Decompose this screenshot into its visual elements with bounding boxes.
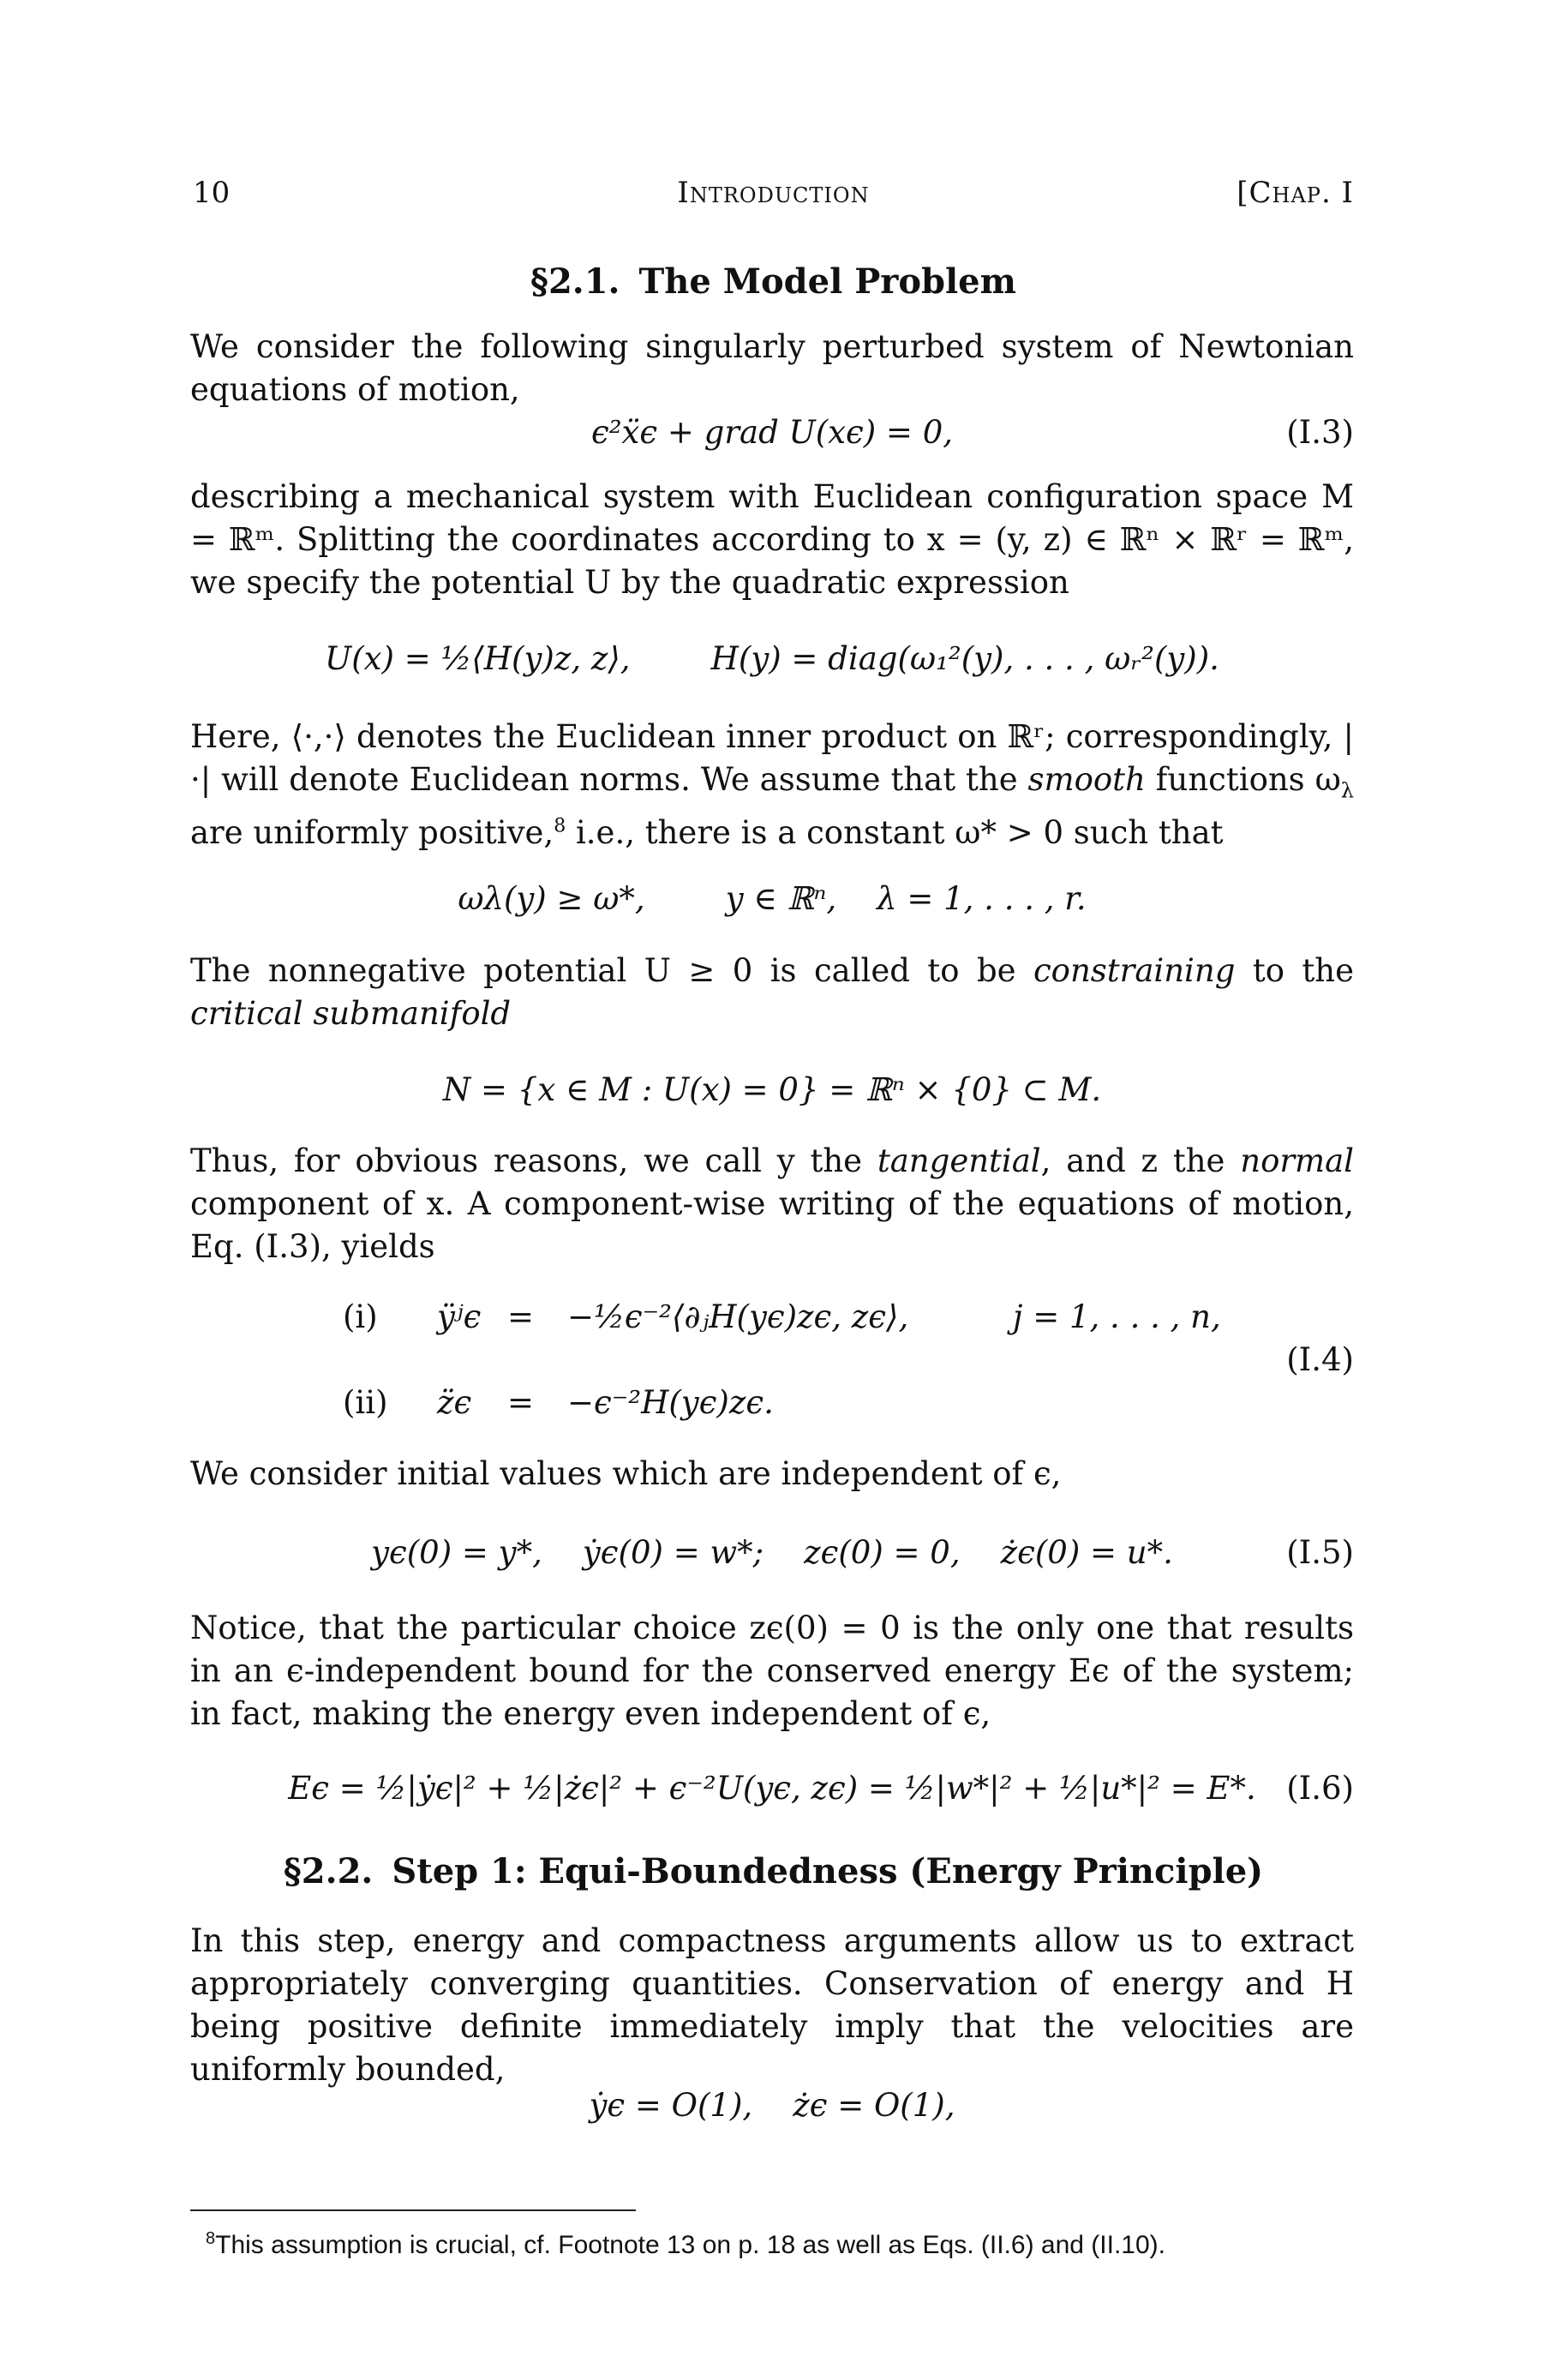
row-lhs: z̈ϵ [437, 1384, 472, 1421]
subscript-lambda: λ [1340, 778, 1354, 803]
paragraph-text: In this step, energy and compactness arguments allow us to extract appropriately converging quantities. Conservation of energy and H being positive definite immediately imply that the velocities are uniformly bounded, [190, 1922, 1354, 2088]
equation-body: ϵ²ẍϵ + grad U(xϵ) = 0, [590, 414, 953, 451]
row-tag: (i) [343, 1298, 378, 1335]
section-number: §2.2. [283, 1851, 374, 1891]
emphasis-constraining: constraining [1033, 952, 1236, 989]
row-rhs: −½ϵ⁻²⟨∂ⱼH(yϵ)zϵ, zϵ⟩, [567, 1298, 909, 1335]
equation-body: U(x) = ½⟨H(y)z, z⟩, H(y) = diag(ω₁²(y), . . . , ωᵣ²(y)). [325, 640, 1219, 677]
text-run: are uniformly positive, [190, 814, 554, 852]
equation-label: (I.4) [1286, 1341, 1354, 1378]
equation-body: Eϵ = ½|ẏϵ|² + ½|żϵ|² + ϵ⁻²U(yϵ, zϵ) = ½|w*|² + ½|u*|² = E*. [288, 1770, 1256, 1807]
emphasis-normal: normal [1240, 1142, 1355, 1179]
emphasis-smooth: smooth [1027, 761, 1146, 798]
equation-body: ẏϵ = O(1), żϵ = O(1), [589, 2087, 955, 2124]
text-run: i.e., there is a constant ω* > 0 such that [566, 814, 1224, 852]
paragraph-components [190, 1140, 1354, 1268]
paragraph-step1 [190, 1920, 1354, 2091]
row-lhs: ÿʲϵ [437, 1298, 482, 1335]
equation-velocities-bounded [190, 2083, 1354, 2129]
equation-label: (I.6) [1286, 1770, 1354, 1807]
paragraph-intro [190, 326, 1354, 411]
text-run: , and z the [1040, 1142, 1241, 1179]
footnote-text: This assumption is crucial, cf. Footnote 13 on p. 18 as well as Eqs. (II.6) and (II.10). [215, 2231, 1165, 2259]
equation-submanifold [190, 1067, 1354, 1113]
paragraph-constraining [190, 950, 1354, 1035]
equation-potential [190, 636, 1354, 682]
chapter-marker: [Chap. I [1237, 176, 1354, 210]
text-run: component of x. A component-wise writing of the equations of motion, Eq. (I.3), yields [190, 1185, 1354, 1265]
row-equals: = [507, 1384, 535, 1421]
row-condition: j = 1, . . . , n, [1013, 1298, 1221, 1335]
paragraph-text: We consider initial values which are independent of ϵ, [190, 1455, 1062, 1492]
paragraph-inner-product [190, 716, 1354, 854]
section-title: Step 1: Equi-Boundedness (Energy Principle) [392, 1851, 1264, 1891]
equation-label: (I.5) [1286, 1534, 1354, 1571]
paragraph-text: Notice, that the particular choice zϵ(0) = 0 is the only one that results in an ϵ-independent bound for the conserved energy Eϵ of the system; in fact, making the energy even independent of ϵ, [190, 1610, 1354, 1732]
text-run: to the [1235, 952, 1354, 989]
equation-I5 [190, 1530, 1354, 1576]
equation-I6 [190, 1766, 1354, 1812]
emphasis-tangential: tangential [877, 1142, 1041, 1179]
text-run: Here, ⟨·,·⟩ denotes the Euclidean inner product on ℝʳ; correspondingly, |·| will denote Euclidean norms. We assume that the [190, 718, 1354, 798]
emphasis-critical-submanifold: critical submanifold [190, 995, 512, 1032]
paragraph-initial-values [190, 1453, 1354, 1496]
row-tag: (ii) [343, 1384, 388, 1421]
text-run: functions ω [1145, 761, 1341, 798]
section-title: The Model Problem [638, 261, 1016, 302]
page-number: 10 [193, 176, 231, 210]
section-heading-2-2 [193, 1851, 1354, 1891]
paragraph-text: describing a mechanical system with Euclidean configuration space M = ℝᵐ. Splitting the coordinates according to x = (y, z) ∈ ℝⁿ × ℝʳ = ℝᵐ, we specify the potential U by the quadratic expression [190, 478, 1354, 601]
equation-body: ωλ(y) ≥ ω*, y ∈ ℝⁿ, λ = 1, . . . , r. [458, 880, 1087, 917]
section-heading-2-1 [193, 261, 1354, 302]
paragraph-configuration [190, 476, 1354, 604]
running-head [193, 176, 1354, 213]
text-run: The nonnegative potential U ≥ 0 is called to be [190, 952, 1033, 989]
text-run: Thus, for obvious reasons, we call y the [190, 1142, 877, 1179]
equation-positivity [190, 876, 1354, 922]
footnote-mark: 8 [206, 2229, 216, 2248]
row-rhs: −ϵ⁻²H(yϵ)zϵ. [567, 1384, 774, 1421]
equation-I3 [190, 410, 1354, 456]
paragraph-energy [190, 1607, 1354, 1736]
running-title: Introduction [677, 176, 870, 210]
paragraph-text: We consider the following singularly perturbed system of Newtonian equations of motion, [190, 328, 1354, 408]
equation-label: (I.3) [1286, 414, 1354, 451]
footnote-reference[interactable]: 8 [554, 816, 566, 838]
equation-body: N = {x ∈ M : U(x) = 0} = ℝⁿ × {0} ⊂ M. [442, 1071, 1102, 1108]
section-number: §2.1. [530, 261, 620, 302]
equation-body: yϵ(0) = y*, ẏϵ(0) = w*; zϵ(0) = 0, żϵ(0) = u*. [371, 1534, 1173, 1571]
equation-I4 [190, 1294, 1354, 1440]
footnote [206, 2221, 1354, 2263]
footnote-rule [190, 2209, 636, 2211]
row-equals: = [507, 1298, 535, 1335]
